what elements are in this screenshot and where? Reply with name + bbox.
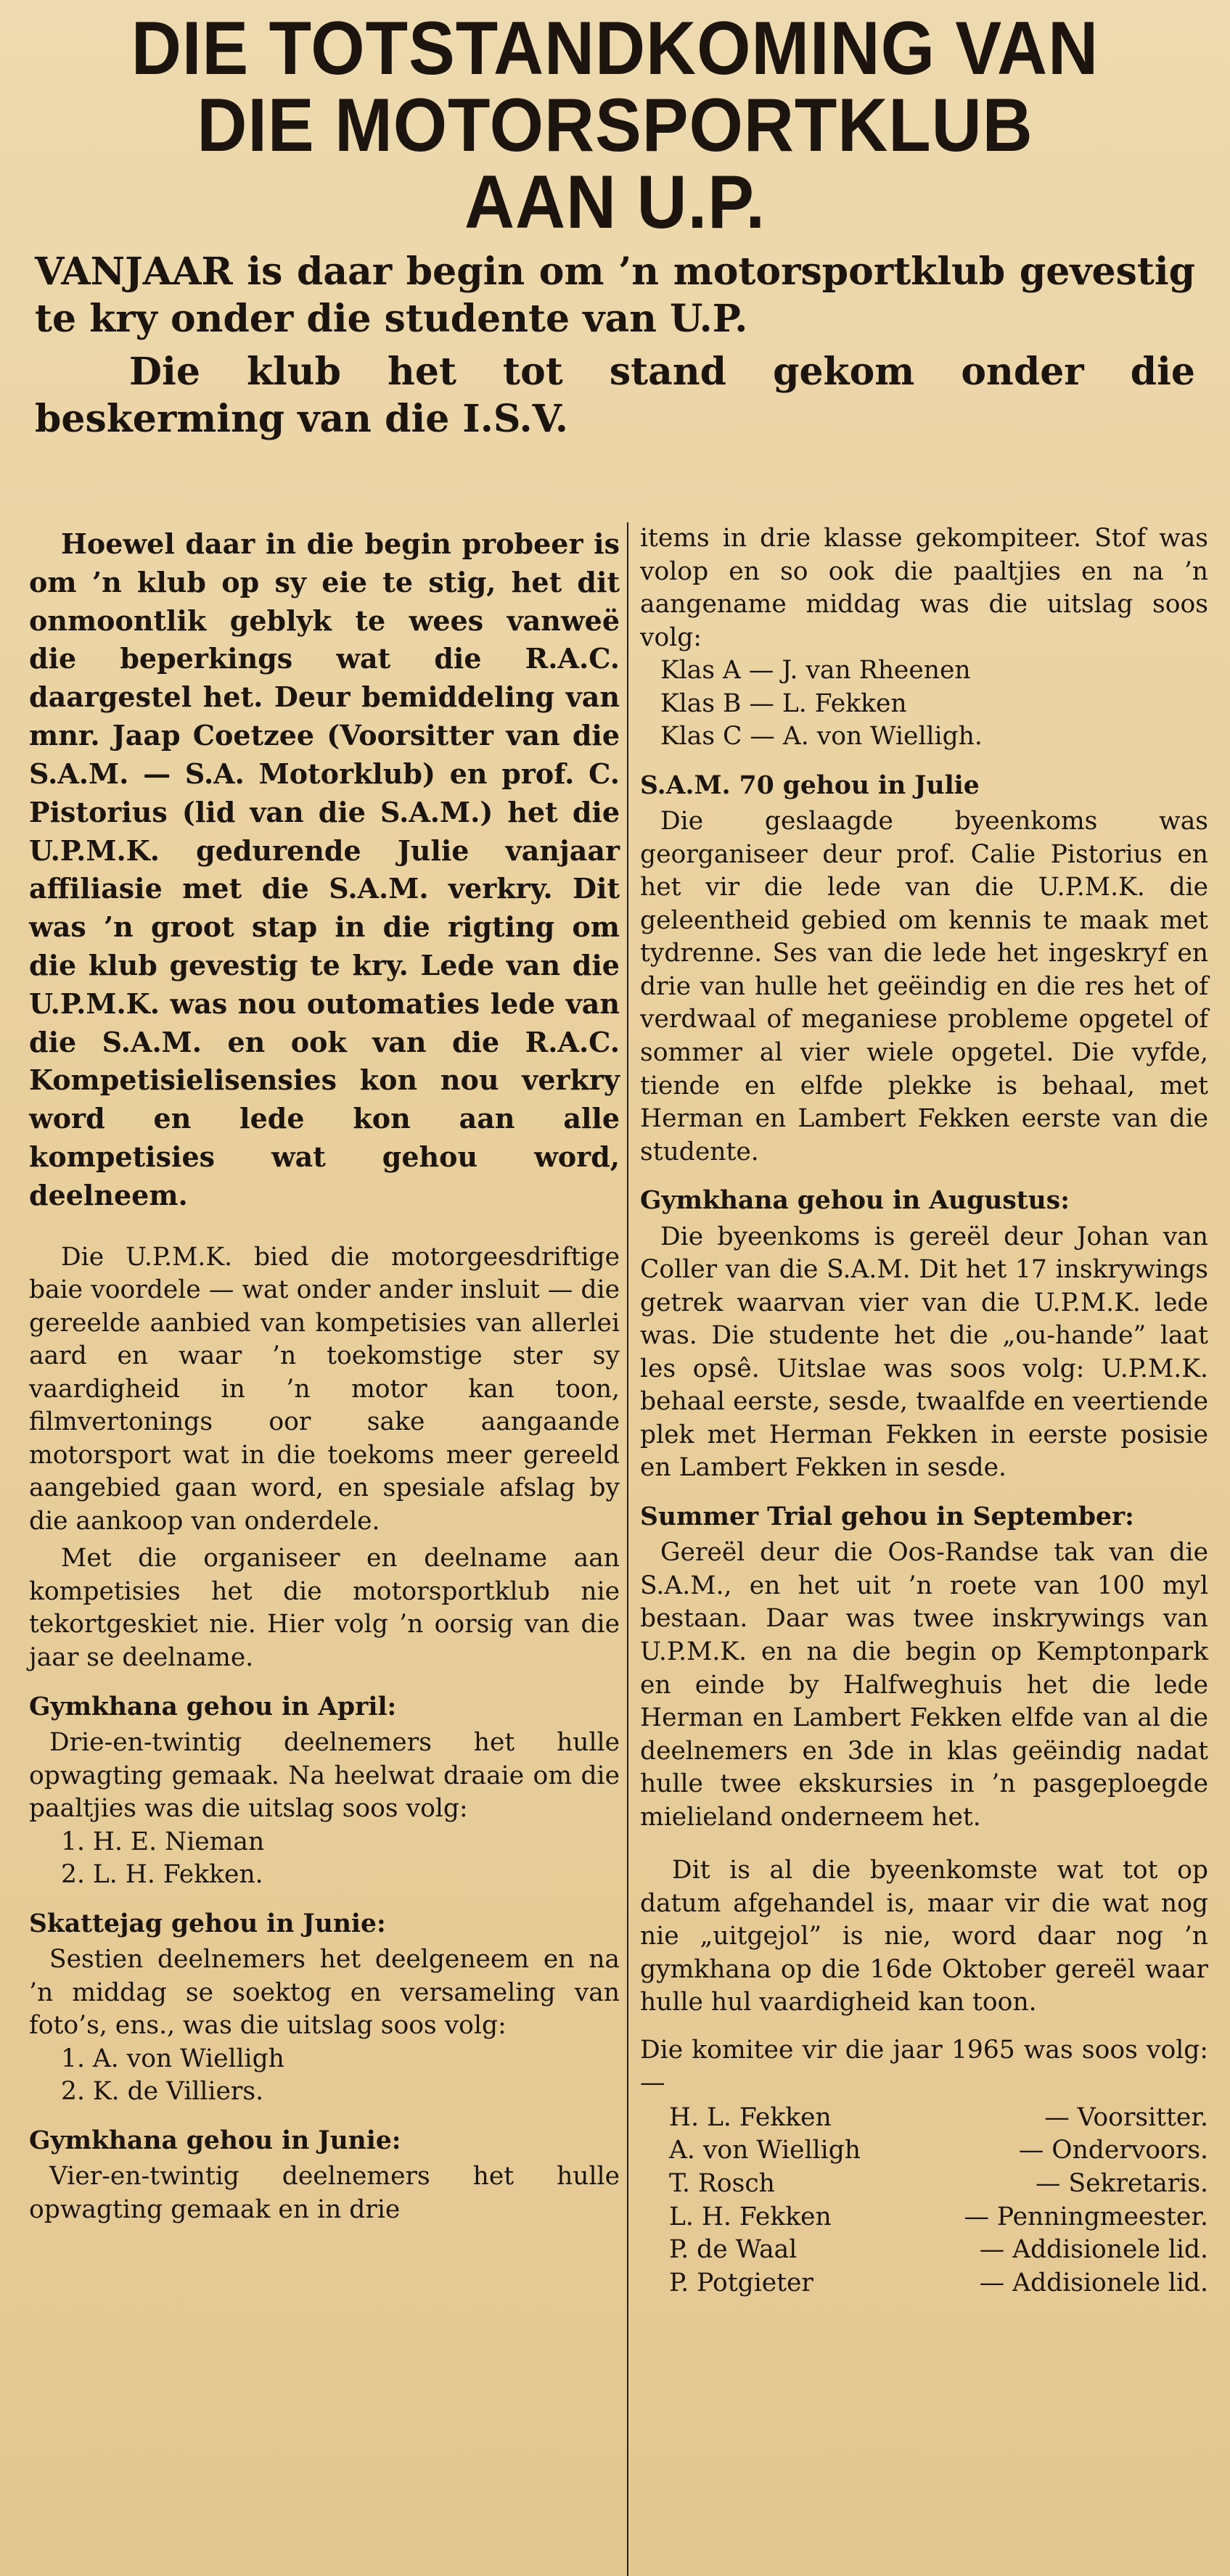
lead-paragraph-1: VANJAAR is daar begin om ’n motorsportklub gevestig te kry onder die studente van U.P. [35, 250, 1195, 342]
member-name: P. Potgieter [669, 2268, 813, 2297]
result-item: 1. H. E. Nieman [61, 1827, 265, 1856]
results-gymkhana-april [29, 1826, 620, 1892]
result-item: Klas A — J. van Rheenen [660, 656, 971, 686]
overview-paragraph: Met die organiseer en deelname aan kompetisies het die motorsportklub nie tekortgeskiet nie. Hier volg ’n oorsig van die jaar se deelname. [29, 1544, 620, 1672]
results-skattejag [29, 2043, 620, 2109]
committee-intro: Die komitee vir die jaar 1965 was soos volg:— [640, 2035, 1208, 2098]
member-role: — Ondervoors. [1018, 2136, 1208, 2165]
left-column [29, 522, 628, 2576]
continued-paragraph: items in drie klasse gekompiteer. Stof was volop en so ook die paaltjies en na ’n aangename middag was die uitslag soos volg: [640, 524, 1208, 652]
member-name: A. von Wielligh [669, 2136, 861, 2165]
result-item: Klas C — A. von Wielligh. [660, 722, 983, 752]
article-columns [29, 522, 1208, 2576]
section-heading-gymkhana-april: Gymkhana gehou in April: [29, 1692, 397, 1721]
intro-paragraph: Hoewel daar in die begin probeer is om ’n klub op sy eie te stig, het dit onmoontlik geblyk te wees vanweë die beperkings wat die R.A.C. daargestel het. Deur bemiddeling van mnr. Jaap Coetzee (Voorsitter van die S.A.M. — S.A. Motorklub) en prof. C. Pistorius (lid van die S.A.M.) het die U.P.M.K. gedurende Julie vanjaar affiliasie met die S.A.M. verkry. Dit was ’n groot stap in die rigting om die klub gevestig te kry. Lede van die U.P.M.K. was nou outomaties lede van die S.A.M. en ook van die R.A.C. Kompetisielisensies kon nou verkry word en lede kon aan alle kompetisies wat gehou word, deelneem. [29, 527, 620, 1211]
benefits-paragraph: Die U.P.M.K. bied die motorgeesdriftige baie voordele — wat onder ander insluit — die gereelde aanbied van kompetisies van allerlei aard en waar ’n toekomstige ster sy vaardigheid in ’n motor kan toon, filmvertonings oor sake aangaande motorsport wat in die toekoms meer gereeld aangebied gaan word, en spesiale afslag by die aankoop van onderdele. [29, 1242, 620, 1536]
committee-member [669, 2234, 1208, 2267]
section-heading-skattejag: Skattejag gehou in Junie: [29, 1909, 386, 1938]
result-item: 1. A. von Wielligh [61, 2044, 284, 2073]
committee-member [669, 2168, 1208, 2201]
results-klas [640, 654, 1208, 754]
member-name: T. Rosch [669, 2168, 775, 2198]
section-heading-gymkhana-junie: Gymkhana gehou in Junie: [29, 2126, 401, 2155]
section-body-gymkhana-junie: Vier-en-twintig deelnemers het hulle opwagting gemaak en in drie [29, 2162, 620, 2224]
headline [81, 7, 1149, 245]
committee-member [669, 2134, 1208, 2168]
lead-paragraph-2: Die klub het tot stand gekom onder die beskerming van die I.S.V. [35, 350, 1195, 442]
headline-line-1: DIE TOTSTANDKOMING VAN [131, 7, 1099, 91]
member-name: P. de Waal [669, 2235, 798, 2265]
member-role: — Voorsitter. [1044, 2102, 1208, 2132]
section-body-sam70: Die geslaagde byeenkoms was georganiseer deur prof. Calie Pistorius en het vir die lede van die U.P.M.K. die geleentheid gebied om kennis te maak met tydrenne. Ses van die lede het ingeskryf en drie van hulle het geëindig en die res het of verdwaal of meganiese probleme opgetel of sommer al vier wiele opgetel. Die vyfde, tiende en elfde plekke is behaal, met Herman en Lambert Fekken eerste van die studente. [640, 807, 1208, 1166]
result-item: 2. L. H. Fekken. [61, 1860, 263, 1890]
member-role: — Addisionele lid. [979, 2235, 1208, 2265]
committee-member [669, 2201, 1208, 2234]
section-heading-summer-trial: Summer Trial gehou in September: [640, 1502, 1134, 1531]
member-name: H. L. Fekken [669, 2102, 832, 2132]
headline-line-3: AAN U.P. [464, 160, 766, 245]
section-body-gymkhana-augustus: Die byeenkoms is gereël deur Johan van Coller van die S.A.M. Dit het 17 inskrywings getrek waarvan vier van die U.P.M.K. lede was. Die studente het die „ou-hande” laat les opsê. Uitslae was soos volg: U.P.M.K. behaal eerste, sesde, twaalfde en veertiende plek met Herman Fekken in eerste posisie en Lambert Fekken in sesde. [640, 1222, 1208, 1483]
headline-line-2: DIE MOTORSPORTKLUB [197, 83, 1033, 168]
section-heading-sam70: S.A.M. 70 gehou in Julie [640, 770, 980, 800]
committee-member [669, 2102, 1208, 2135]
committee-list [640, 2102, 1208, 2300]
section-heading-gymkhana-augustus: Gymkhana gehou in Augustus: [640, 1186, 1070, 1216]
lead-paragraphs [35, 248, 1195, 443]
section-body-summer-trial: Gereël deur die Oos-Randse tak van die S.A.M., en het uit ’n roete van 100 myl bestaan. Daar was twee inskrywings van U.P.M.K. en na die begin op Kemptonpark en einde by Halfweghuis het die lede Herman en Lambert Fekken elfde van al die deelnemers en 3de in klas geëindig nadat hulle twee ekskursies in ’n pasgeploegde mielieland onderneem het. [640, 1538, 1208, 1832]
right-column [628, 522, 1208, 2576]
result-item: 2. K. de Villiers. [61, 2077, 264, 2107]
committee-member [669, 2267, 1208, 2300]
member-role: — Sekretaris. [1036, 2168, 1208, 2198]
section-body-gymkhana-april: Drie-en-twintig deelnemers het hulle opwagting gemaak. Na heelwat draaie om die paaltjies was die uitslag soos volg: [29, 1728, 620, 1824]
section-body-skattejag: Sestien deelnemers het deelgeneem en na ’n middag se soektog en versameling van foto’s, ens., was die uitslag soos volg: [29, 1945, 620, 2041]
result-item: Klas B — L. Fekken [660, 688, 907, 718]
member-name: L. H. Fekken [669, 2202, 832, 2231]
member-role: — Penningmeester. [964, 2202, 1208, 2231]
member-role: — Addisionele lid. [979, 2268, 1208, 2297]
closing-paragraph: Dit is al die byeenkomste wat tot op datum afgehandel is, maar vir die wat nog nie „uitgejol” is nie, word daar nog ’n gymkhana op die 16de Oktober gereël waar hulle hul vaardigheid kan toon. [640, 1856, 1208, 2017]
